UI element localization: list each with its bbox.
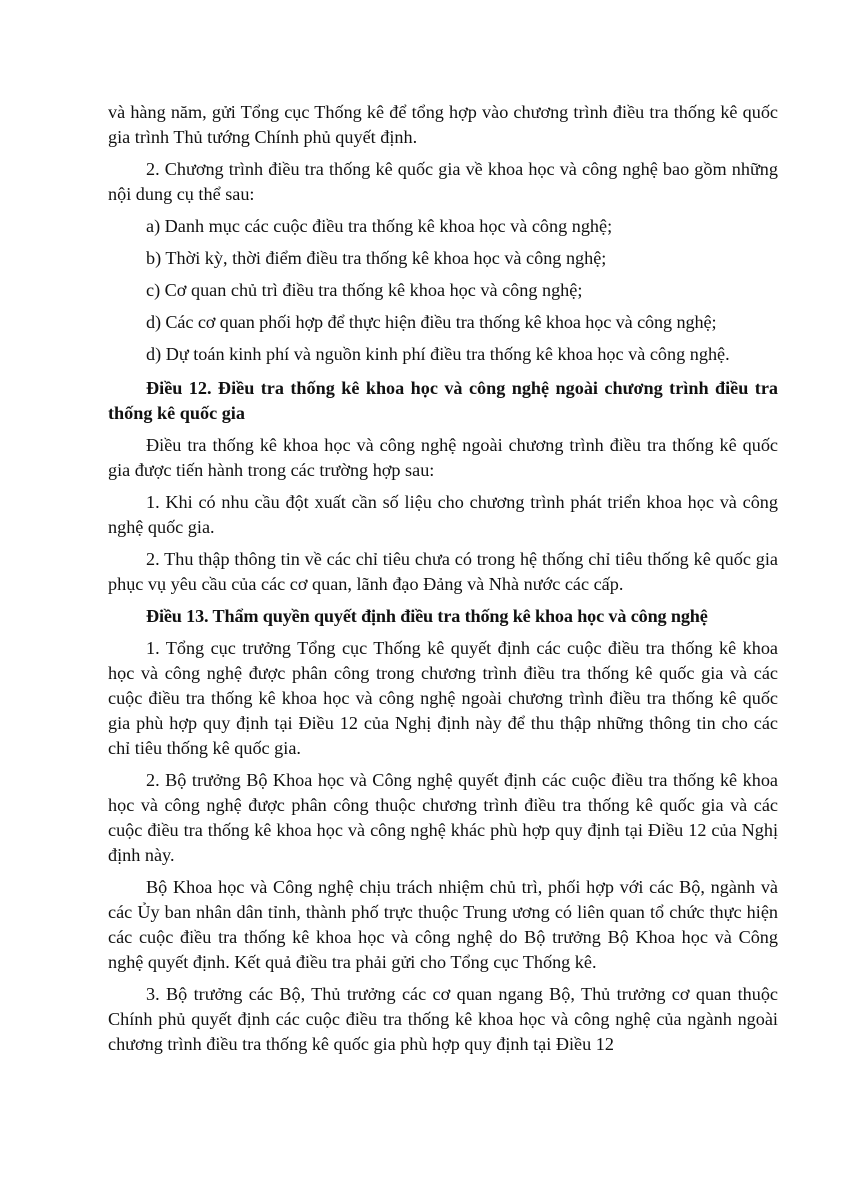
list-item-d1: d) Các cơ quan phối hợp để thực hiện điều tra thống kê khoa học và công nghệ;	[146, 312, 717, 332]
article-12-heading: Điều 12. Điều tra thống kê khoa học và công nghệ ngoài chương trình điều tra thống kê quốc gia	[108, 378, 778, 423]
paragraph-continuation: và hàng năm, gửi Tổng cục Thống kê để tổng hợp vào chương trình điều tra thống kê quốc gia trình Thủ tướng Chính phủ quyết định.	[108, 102, 778, 147]
list-item-a: a) Danh mục các cuộc điều tra thống kê khoa học và công nghệ;	[146, 216, 613, 236]
paragraph-article-13-clause-3: 3. Bộ trưởng các Bộ, Thủ trưởng các cơ quan ngang Bộ, Thủ trưởng cơ quan thuộc Chính phủ quyết định các cuộc điều tra thống kê khoa học và công nghệ của ngành ngoài chương trình điều tra thống kê quốc gia phù hợp quy định tại Điều 12	[108, 984, 778, 1054]
paragraph-article-13-clause-2: 2. Bộ trưởng Bộ Khoa học và Công nghệ quyết định các cuộc điều tra thống kê khoa học và công nghệ được phân công thuộc chương trình điều tra thống kê quốc gia và các cuộc điều tra thống kê khoa học và công nghệ khác phù hợp quy định tại Điều 12 của Nghị định này.	[108, 770, 778, 865]
article-13-heading: Điều 13. Thẩm quyền quyết định điều tra thống kê khoa học và công nghệ	[146, 606, 708, 626]
list-item-b: b) Thời kỳ, thời điểm điều tra thống kê khoa học và công nghệ;	[146, 248, 607, 268]
document-page	[108, 100, 778, 1064]
list-item-c: c) Cơ quan chủ trì điều tra thống kê khoa học và công nghệ;	[146, 280, 583, 300]
paragraph-article-12-clause-1: 1. Khi có nhu cầu đột xuất cần số liệu cho chương trình phát triển khoa học và công nghệ quốc gia.	[108, 492, 778, 537]
paragraph-article-12-intro: Điều tra thống kê khoa học và công nghệ ngoài chương trình điều tra thống kê quốc gia được tiến hành trong các trường hợp sau:	[108, 435, 778, 480]
list-item-d2: d) Dự toán kinh phí và nguồn kinh phí điều tra thống kê khoa học và công nghệ.	[146, 344, 730, 364]
paragraph-clause-2: 2. Chương trình điều tra thống kê quốc gia về khoa học và công nghệ bao gồm những nội dung cụ thể sau:	[108, 159, 778, 204]
paragraph-article-13-clause-1: 1. Tổng cục trưởng Tổng cục Thống kê quyết định các cuộc điều tra thống kê khoa học và công nghệ được phân công trong chương trình điều tra thống kê quốc gia và các cuộc điều tra thống kê khoa học và công nghệ ngoài chương trình điều tra thống kê quốc gia phù hợp quy định tại Điều 12 của Nghị định này để thu thập những thông tin cho các chỉ tiêu thống kê quốc gia.	[108, 638, 778, 758]
paragraph-article-13-responsibility: Bộ Khoa học và Công nghệ chịu trách nhiệm chủ trì, phối hợp với các Bộ, ngành và các Ủy ban nhân dân tỉnh, thành phố trực thuộc Trung ương có liên quan tổ chức thực hiện các cuộc điều tra thống kê khoa học và công nghệ do Bộ trưởng Bộ Khoa học và Công nghệ quyết định. Kết quả điều tra phải gửi cho Tổng cục Thống kê.	[108, 877, 778, 972]
paragraph-article-12-clause-2: 2. Thu thập thông tin về các chỉ tiêu chưa có trong hệ thống chỉ tiêu thống kê quốc gia phục vụ yêu cầu của các cơ quan, lãnh đạo Đảng và Nhà nước các cấp.	[108, 549, 778, 594]
